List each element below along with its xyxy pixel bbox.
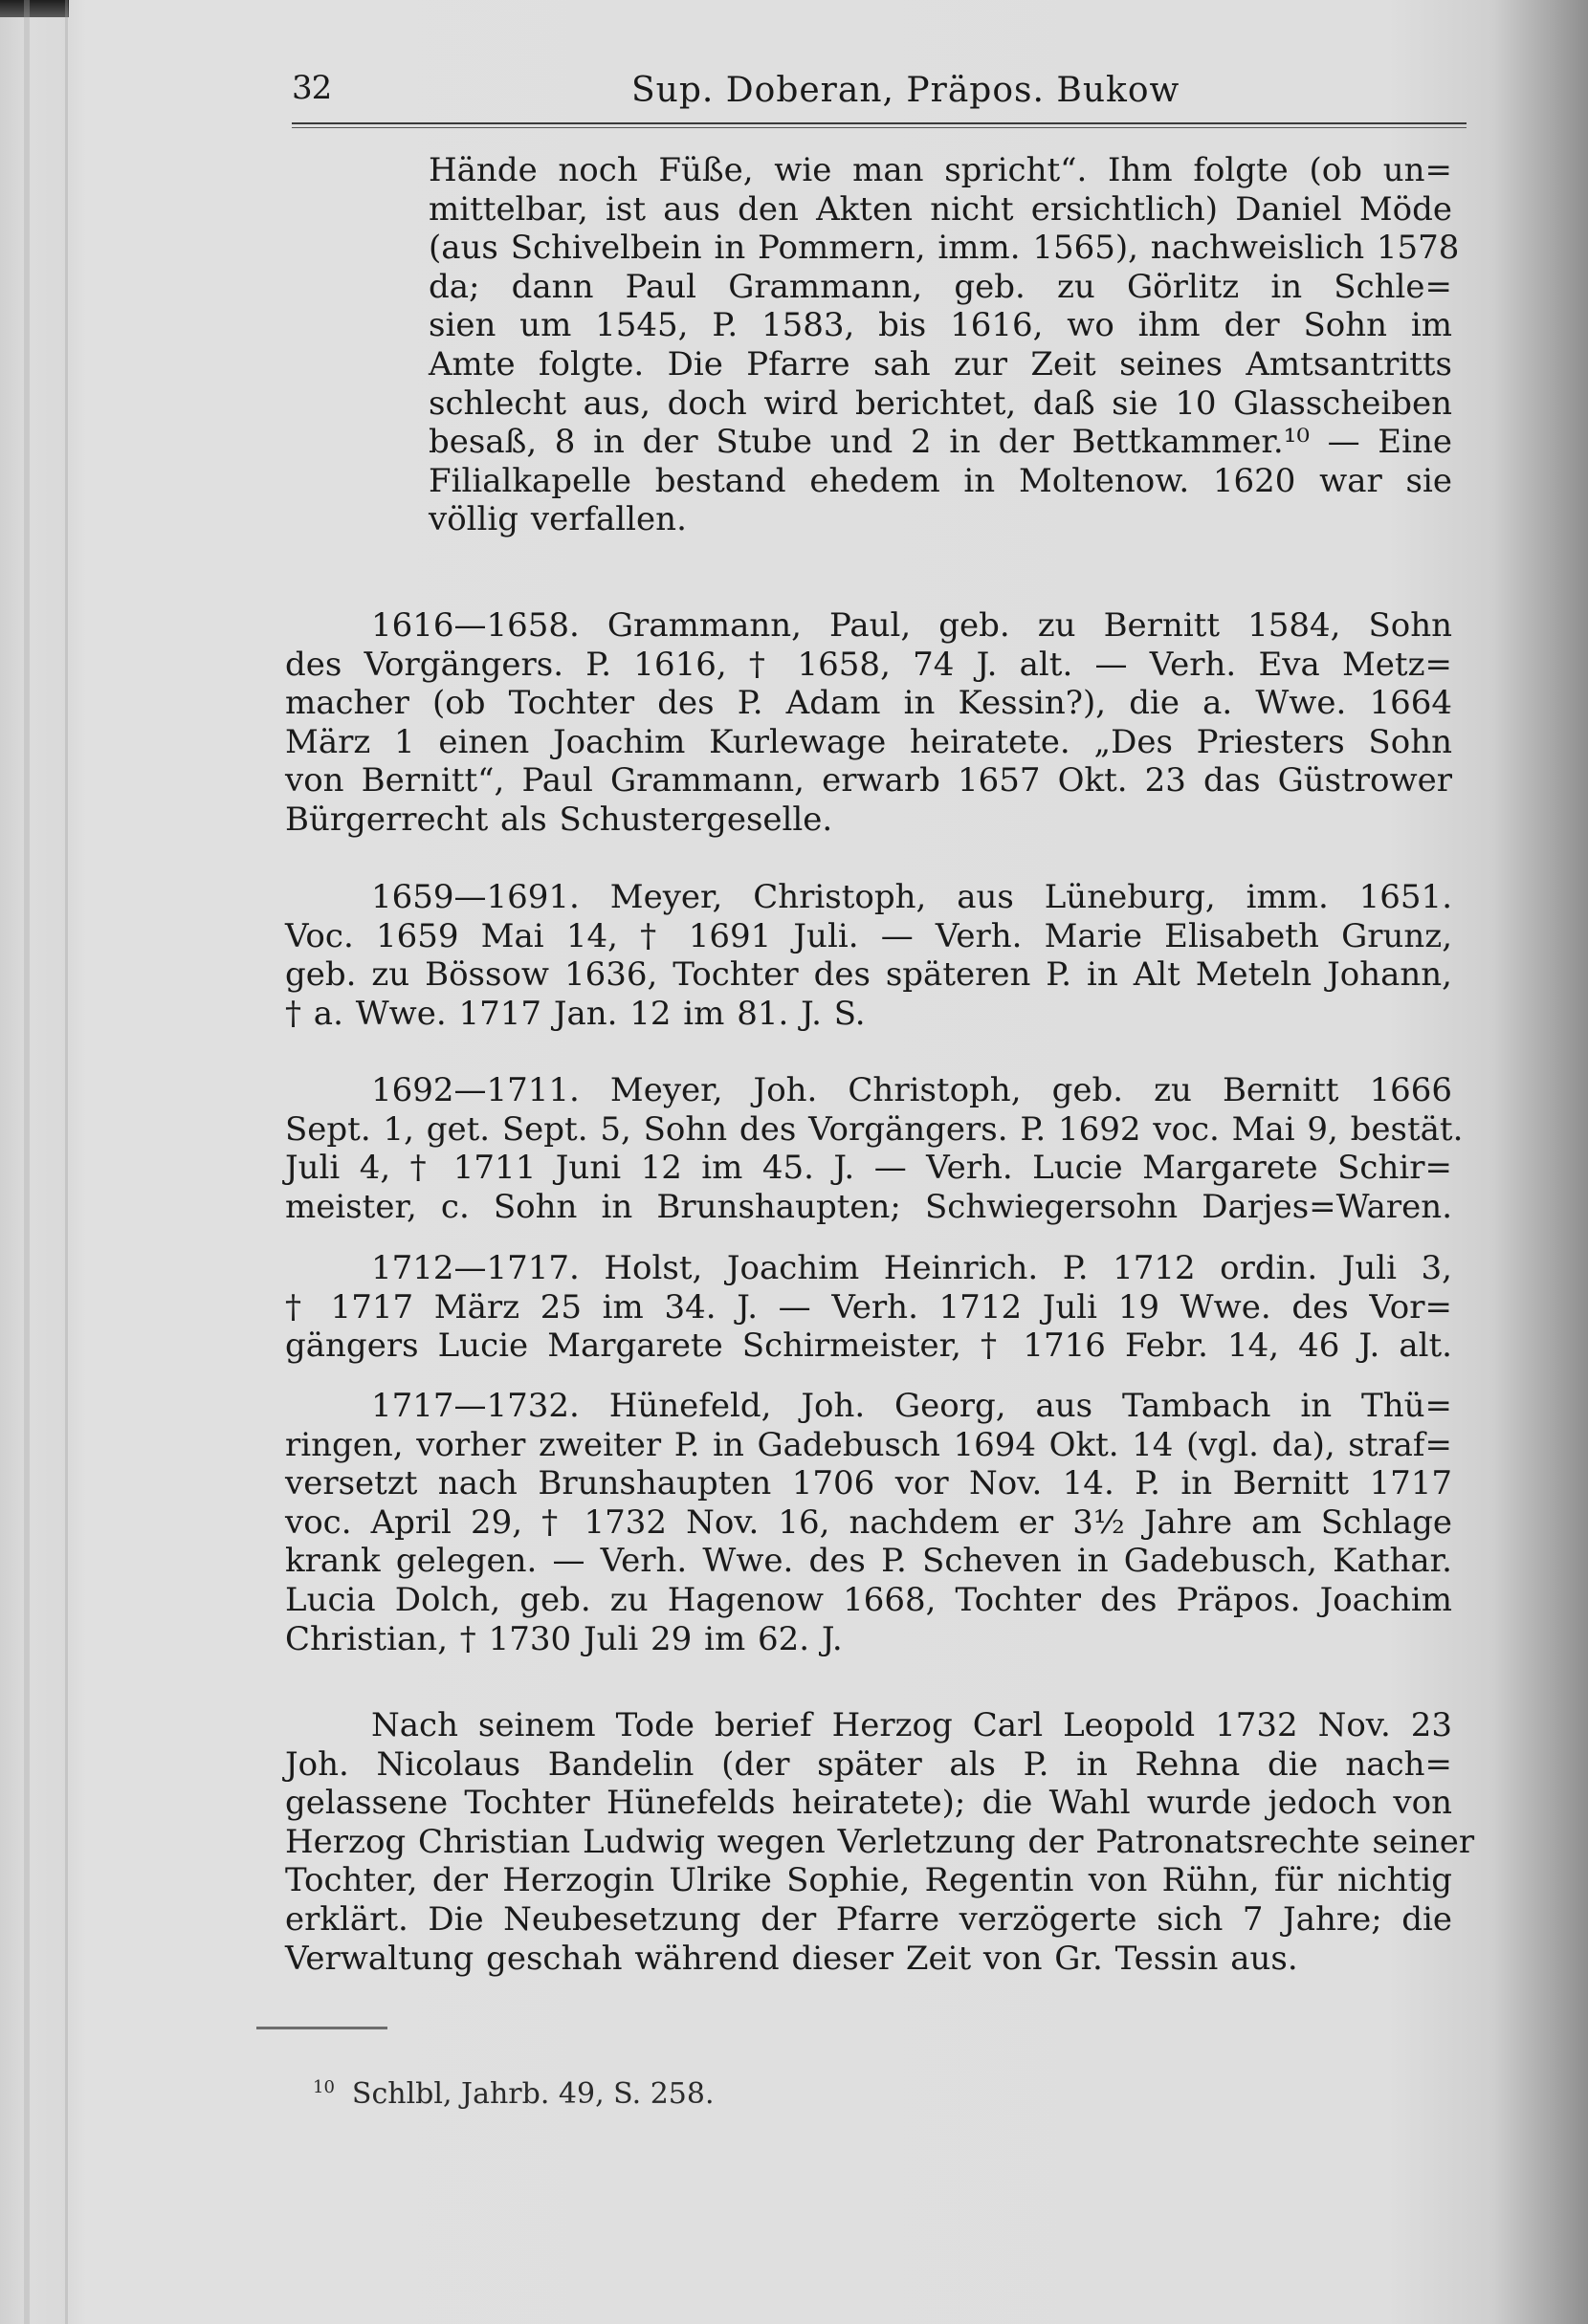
page-fold-line [24,0,30,2324]
text-line: Tochter, der Herzogin Ulrike Sophie, Regentin von Rühn, für nichtig [285,1861,1452,1900]
entry-meyer-joh [285,1071,1464,1226]
paragraph-vacancy [285,1706,1475,1978]
text-line: des Vorgängers. P. 1616, † 1658, 74 J. alt. — Verh. Eva Metz= [285,645,1452,684]
text-line: † a. Wwe. 1717 Jan. 12 im 81. J. S. [285,994,866,1033]
text-line: völlig verfallen. [429,500,687,539]
text-line: Lucia Dolch, geb. zu Hagenow 1668, Tochter des Präpos. Joachim [285,1580,1452,1619]
text-line: † 1717 März 25 im 34. J. — Verh. 1712 Juli 19 Wwe. des Vor= [285,1287,1452,1326]
text-line: Amte folgte. Die Pfarre sah zur Zeit seines Amtsantritts [429,344,1452,384]
text-line: Herzog Christian Ludwig wegen Verletzung der Patronatsrechte seiner [285,1822,1475,1861]
entry-first-line: 1616—1658. Grammann, Paul, geb. zu Bernitt 1584, Sohn [371,606,1452,645]
text-line: von Bernitt“, Paul Grammann, erwarb 1657 Okt. 23 das Güstrower [285,761,1452,800]
text-line: erklärt. Die Neubesetzung der Pfarre verzögerte sich 7 Jahre; die [285,1899,1452,1939]
entry-huenefeld [285,1387,1452,1658]
footnote-rule [256,2027,387,2029]
text-line: gängers Lucie Margarete Schirmeister, † 1716 Febr. 14, 46 J. alt. [285,1326,1452,1366]
text-line: macher (ob Tochter des P. Adam in Kessin?), die a. Wwe. 1664 [285,684,1452,723]
footnote-text: Schlbl, Jahrb. 49, S. 258. [351,2077,715,2111]
entry-grammann [285,606,1452,840]
footnote-mark: 10 [313,2077,335,2097]
text-line: Juli 4, † 1711 Juni 12 im 45. J. — Verh. Lucie Margarete Schir= [285,1149,1452,1188]
text-line: mittelbar, ist aus den Akten nicht ersichtlich) Daniel Möde [429,189,1452,229]
page-edge-line [65,0,68,2324]
text-line: März 1 einen Joachim Kurlewage heiratete. „Des Priesters Sohn [285,722,1452,761]
text-line: voc. April 29, † 1732 Nov. 16, nachdem er 3½ Jahre am Schlage [285,1502,1452,1542]
page-header [292,65,1468,122]
text-line: da; dann Paul Grammann, geb. zu Görlitz in Schle= [429,267,1452,306]
text-line: Christian, † 1730 Juli 29 im 62. J. [285,1619,843,1658]
header-double-rule [292,122,1467,128]
text-line: meister, c. Sohn in Brunshaupten; Schwiegersohn Darjes=Waren. [285,1187,1452,1226]
entry-first-line: 1659—1691. Meyer, Christoph, aus Lüneburg, imm. 1651. [371,878,1452,916]
entry-holst [285,1249,1452,1366]
text-line: krank gelegen. — Verh. Wwe. des P. Scheven in Gadebusch, Kathar. [285,1542,1452,1581]
page-number: 32 [292,69,332,107]
scan-corner-shadow [0,0,69,17]
text-line: Verwaltung geschah während dieser Zeit von Gr. Tessin aus. [285,1939,1298,1978]
text-line: ringen, vorher zweiter P. in Gadebusch 1694 Okt. 14 (vgl. da), straf= [285,1425,1452,1464]
text-line: geb. zu Bössow 1636, Tochter des späteren P. in Alt Meteln Johann, [285,955,1452,995]
entry-first-line: 1712—1717. Holst, Joachim Heinrich. P. 1712 ordin. Juli 3, [371,1249,1452,1287]
running-title: Sup. Doberan, Präpos. Bukow [631,71,1180,110]
text-line: schlecht aus, doch wird berichtet, daß sie 10 Glasscheiben [429,384,1452,423]
entry-first-line: 1692—1711. Meyer, Joh. Christoph, geb. zu Bernitt 1666 [371,1071,1452,1109]
text-line: versetzt nach Brunshaupten 1706 vor Nov. 14. P. in Bernitt 1717 [285,1464,1452,1503]
text-line: Hände noch Füße, wie man spricht“. Ihm folgte (ob un= [429,151,1452,189]
text-line: besaß, 8 in der Stube und 2 in der Bettkammer.¹⁰ — Eine [429,423,1452,462]
text-line: sien um 1545, P. 1583, bis 1616, wo ihm der Sohn im [429,306,1452,345]
paragraph-first-line: Nach seinem Tode berief Herzog Carl Leopold 1732 Nov. 23 [371,1706,1452,1744]
text-line: Joh. Nicolaus Bandelin (der später als P. in Rehna die nach= [285,1744,1452,1784]
text-line: Sept. 1, get. Sept. 5, Sohn des Vorgängers. P. 1692 voc. Mai 9, bestät. [285,1109,1464,1149]
paragraph-continuation [429,151,1460,539]
text-line: Filialkapelle bestand ehedem in Moltenow. 1620 war sie [429,461,1452,500]
text-line: gelassene Tochter Hünefelds heiratete); die Wahl wurde jedoch von [285,1784,1452,1823]
text-line: (aus Schivelbein in Pommern, imm. 1565), nachweislich 1578 [429,229,1460,268]
entry-meyer-christoph [285,878,1452,1033]
text-line: Voc. 1659 Mai 14, † 1691 Juli. — Verh. Marie Elisabeth Grunz, [285,916,1452,955]
footnote [313,2077,715,2111]
entry-first-line: 1717—1732. Hünefeld, Joh. Georg, aus Tambach in Thü= [371,1387,1452,1425]
text-line: Bürgerrecht als Schustergeselle. [285,800,833,839]
